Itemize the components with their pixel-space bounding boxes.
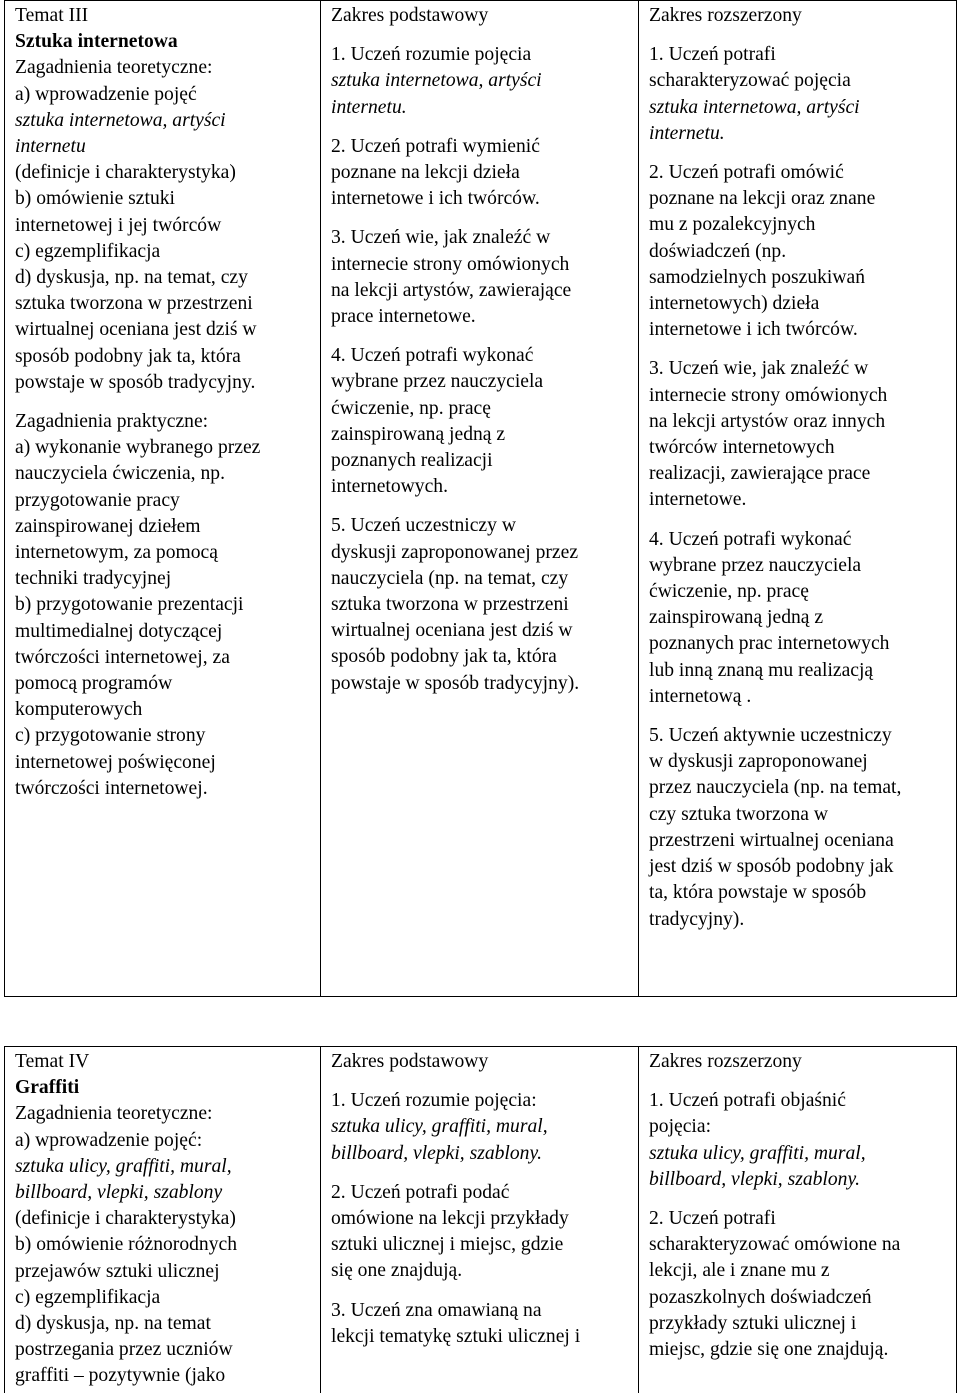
text-line: internetowej i jej twórców xyxy=(15,214,222,236)
text-line: poznane na lekcji oraz znane xyxy=(649,188,876,210)
text-line: ćwiczenie, np. pracę xyxy=(331,397,491,419)
text-line: poznane na lekcji dzieła xyxy=(331,162,520,184)
topic-3-table xyxy=(4,0,957,997)
text-line: graffiti – pozytywnie (jako xyxy=(15,1365,226,1387)
text-line: Zakres podstawowy xyxy=(331,1051,489,1072)
text-line: 4. Uczeń potrafi wykonać xyxy=(331,345,534,367)
text-line: Temat IV xyxy=(15,1051,90,1072)
paragraph-gap xyxy=(649,1193,946,1206)
text-line: 1. Uczeń rozumie pojęcia: xyxy=(331,1090,537,1112)
text-line: powstaje w sposób tradycyjny). xyxy=(331,672,580,694)
text-line: Zakres rozszerzony xyxy=(649,5,802,26)
paragraph-gap xyxy=(331,121,628,134)
text-line: lub inną znaną mu realizacją xyxy=(649,659,874,681)
text-line: 1. Uczeń potrafi xyxy=(649,44,776,66)
text-line: internetowe. xyxy=(649,489,747,511)
text-line: sztuka tworzona w przestrzeni xyxy=(15,293,253,315)
text-line: internetowej poświęconej xyxy=(15,751,216,773)
text-line: Zagadnienia teoretyczne: xyxy=(15,57,213,79)
text-line: lekcji, ale i znane mu z xyxy=(649,1260,830,1282)
text-line: zainspirowaną jedną z xyxy=(649,607,824,629)
text-line: internecie strony omówionych xyxy=(649,384,888,406)
text-line: internetowych. xyxy=(331,476,448,498)
text-line: omówione na lekcji przykłady xyxy=(331,1208,569,1230)
text-line: d) dyskusja, np. na temat, czy xyxy=(15,267,248,289)
text-line: doświadczeń (np. xyxy=(649,240,787,262)
text-line: Zagadnienia teoretyczne: xyxy=(15,1103,213,1125)
topic-3-issues-cell xyxy=(5,1,321,997)
paragraph-gap xyxy=(649,147,946,160)
text-line: pomocą programów xyxy=(15,673,173,695)
text-line: przygotowanie pracy xyxy=(15,489,180,511)
text-line: przestrzeni wirtualnej oceniana xyxy=(649,829,894,851)
text-line: miejsc, gdzie się one znajdują. xyxy=(649,1339,889,1361)
text-line: (definicje i charakterystyka) xyxy=(15,1208,236,1230)
paragraph-gap xyxy=(649,343,946,356)
text-line: pozaszkolnych doświadczeń xyxy=(649,1286,872,1308)
text-line: na lekcji artystów, zawierające xyxy=(331,279,572,301)
text-line: samodzielnych poszukiwań xyxy=(649,266,866,288)
text-line: 2. Uczeń potrafi xyxy=(649,1208,776,1230)
text-line: się one znajdują. xyxy=(331,1260,463,1282)
text-line: komputerowych xyxy=(15,699,143,721)
table-row xyxy=(5,1047,957,1393)
text-line: Sztuka internetowa xyxy=(15,31,178,53)
text-line: Zakres rozszerzony xyxy=(649,1051,802,1072)
text-line: b) przygotowanie prezentacji xyxy=(15,594,244,616)
text-line: Temat III xyxy=(15,5,89,26)
topic-4-table xyxy=(4,1046,957,1393)
paragraph-gap xyxy=(649,1075,946,1088)
text-line: lekcji tematykę sztuki ulicznej i xyxy=(331,1325,581,1347)
text-line: jest dziś w sposób podobny jak xyxy=(649,856,894,878)
text-line: internetowe i ich twórców. xyxy=(331,188,540,210)
text-line: tradycyjny). xyxy=(649,908,745,930)
topic-4-issues-cell xyxy=(5,1047,321,1393)
text-line: 2. Uczeń potrafi podać xyxy=(331,1181,510,1203)
text-line: c) egzemplifikacja xyxy=(15,240,161,262)
paragraph-gap xyxy=(331,29,628,42)
text-line: 3. Uczeń wie, jak znaleźć w xyxy=(649,358,869,380)
text-line: sposób podobny jak ta, która xyxy=(331,646,557,668)
text-line: internetowe i ich twórców. xyxy=(649,319,858,341)
text-line: sztuka ulicy, graffiti, mural, xyxy=(649,1142,866,1164)
text-line: b) omówienie sztuki xyxy=(15,188,175,210)
text-line: internecie strony omówionych xyxy=(331,253,570,275)
text-line: a) wykonanie wybranego przez xyxy=(15,437,261,459)
text-line: 2. Uczeń potrafi omówić xyxy=(649,162,844,184)
text-line: twórców internetowych xyxy=(649,437,835,459)
text-line: 3. Uczeń zna omawianą na xyxy=(331,1299,542,1321)
text-line: sztuka internetowa, artyści xyxy=(331,70,542,92)
text-line: wybrane przez nauczyciela xyxy=(331,371,544,393)
text-line: wybrane przez nauczyciela xyxy=(649,554,862,576)
text-line: billboard, vlepki, szablony. xyxy=(331,1142,542,1164)
text-line: billboard, vlepki, szablony. xyxy=(649,1168,860,1190)
text-line: multimedialnej dotyczącej xyxy=(15,620,223,642)
paragraph-gap xyxy=(331,1167,628,1180)
text-line: postrzegania przez uczniów xyxy=(15,1339,233,1361)
text-line: d) dyskusja, np. na temat xyxy=(15,1313,211,1335)
text-line: wirtualnej oceniana jest dziś w xyxy=(331,620,573,642)
text-line: sztuka tworzona w przestrzeni xyxy=(331,594,569,616)
text-line: b) omówienie różnorodnych xyxy=(15,1234,237,1256)
text-line: 5. Uczeń aktywnie uczestniczy xyxy=(649,725,892,747)
table-row xyxy=(5,1,957,997)
text-line: sztuka ulicy, graffiti, mural, xyxy=(15,1155,232,1177)
text-line: twórczości internetowej. xyxy=(15,777,208,799)
text-line: billboard, vlepki, szablony xyxy=(15,1182,223,1204)
text-line: Zakres podstawowy xyxy=(331,5,489,26)
text-line: c) przygotowanie strony xyxy=(15,725,206,747)
paragraph-gap xyxy=(331,1075,628,1088)
text-line: internetu xyxy=(15,136,86,158)
text-line: c) egzemplifikacja xyxy=(15,1286,161,1308)
text-line: internetowym, za pomocą xyxy=(15,542,218,564)
text-line: sztuka internetowa, artyści xyxy=(649,96,860,118)
text-line: poznanych prac internetowych xyxy=(649,633,890,655)
text-line: czy sztuka tworzona w xyxy=(649,803,828,825)
text-line: techniki tradycyjnej xyxy=(15,568,172,590)
text-line: przez nauczyciela (np. na temat, xyxy=(649,777,902,799)
paragraph-gap xyxy=(331,500,628,513)
text-line: internetu. xyxy=(331,96,407,118)
text-line: Zagadnienia praktyczne: xyxy=(15,411,209,433)
text-line: nauczyciela (np. na temat, czy xyxy=(331,567,569,589)
paragraph-gap xyxy=(15,396,310,409)
paragraph-gap xyxy=(331,212,628,225)
text-line: poznanych realizacji xyxy=(331,450,493,472)
paragraph-gap xyxy=(331,1285,628,1298)
topic-4-basic-scope-cell xyxy=(321,1047,639,1393)
text-line: scharakteryzować pojęcia xyxy=(649,70,851,92)
paragraph-gap xyxy=(649,29,946,42)
text-line: internetu. xyxy=(649,122,725,144)
text-line: ta, która powstaje w sposób xyxy=(649,882,867,904)
text-line: realizacji, zawierające prace xyxy=(649,463,871,485)
text-line: powstaje w sposób tradycyjny. xyxy=(15,371,256,393)
text-line: a) wprowadzenie pojęć: xyxy=(15,1129,203,1151)
text-line: sztuki ulicznej i miejsc, gdzie xyxy=(331,1234,564,1256)
text-line: 2. Uczeń potrafi wymienić xyxy=(331,135,540,157)
text-line: mu z pozalekcyjnych xyxy=(649,214,816,236)
paragraph-gap xyxy=(649,514,946,527)
text-line: sposób podobny jak ta, która xyxy=(15,345,241,367)
topic-4-extended-scope-cell xyxy=(639,1047,957,1393)
topic-3-extended-scope-cell xyxy=(639,1,957,997)
text-line: 1. Uczeń rozumie pojęcia xyxy=(331,44,532,66)
text-line: przykłady sztuki ulicznej i xyxy=(649,1312,857,1334)
text-line: wirtualnej oceniana jest dziś w xyxy=(15,319,257,341)
text-line: internetową . xyxy=(649,685,752,707)
text-line: w dyskusji zaproponowanej xyxy=(649,751,868,773)
text-line: 1. Uczeń potrafi objaśnić xyxy=(649,1090,846,1112)
text-line: sztuka ulicy, graffiti, mural, xyxy=(331,1116,548,1138)
text-line: sztuka internetowa, artyści xyxy=(15,109,226,131)
topic-3-basic-scope-cell xyxy=(321,1,639,997)
text-line: zainspirowaną jedną z xyxy=(331,423,506,445)
text-line: 5. Uczeń uczestniczy w xyxy=(331,515,516,537)
text-line: 3. Uczeń wie, jak znaleźć w xyxy=(331,227,551,249)
text-line: zainspirowanej dziełem xyxy=(15,515,201,537)
text-line: internetowych) dzieła xyxy=(649,293,820,315)
text-line: dyskusji zaproponowanej przez xyxy=(331,541,579,563)
text-line: (definicje i charakterystyka) xyxy=(15,162,236,184)
text-line: na lekcji artystów oraz innych xyxy=(649,410,886,432)
text-line: pojęcia: xyxy=(649,1116,712,1138)
text-line: przejawów sztuki ulicznej xyxy=(15,1260,220,1282)
text-line: ćwiczenie, np. pracę xyxy=(649,581,809,603)
text-line: scharakteryzować omówione na xyxy=(649,1234,901,1256)
text-line: Graffiti xyxy=(15,1077,80,1099)
paragraph-gap xyxy=(649,710,946,723)
text-line: twórczości internetowej, za xyxy=(15,646,230,668)
text-line: 4. Uczeń potrafi wykonać xyxy=(649,528,852,550)
text-line: nauczyciela ćwiczenia, np. xyxy=(15,463,225,485)
text-line: prace internetowe. xyxy=(331,306,476,328)
paragraph-gap xyxy=(331,330,628,343)
text-line: a) wprowadzenie pojęć xyxy=(15,83,197,105)
